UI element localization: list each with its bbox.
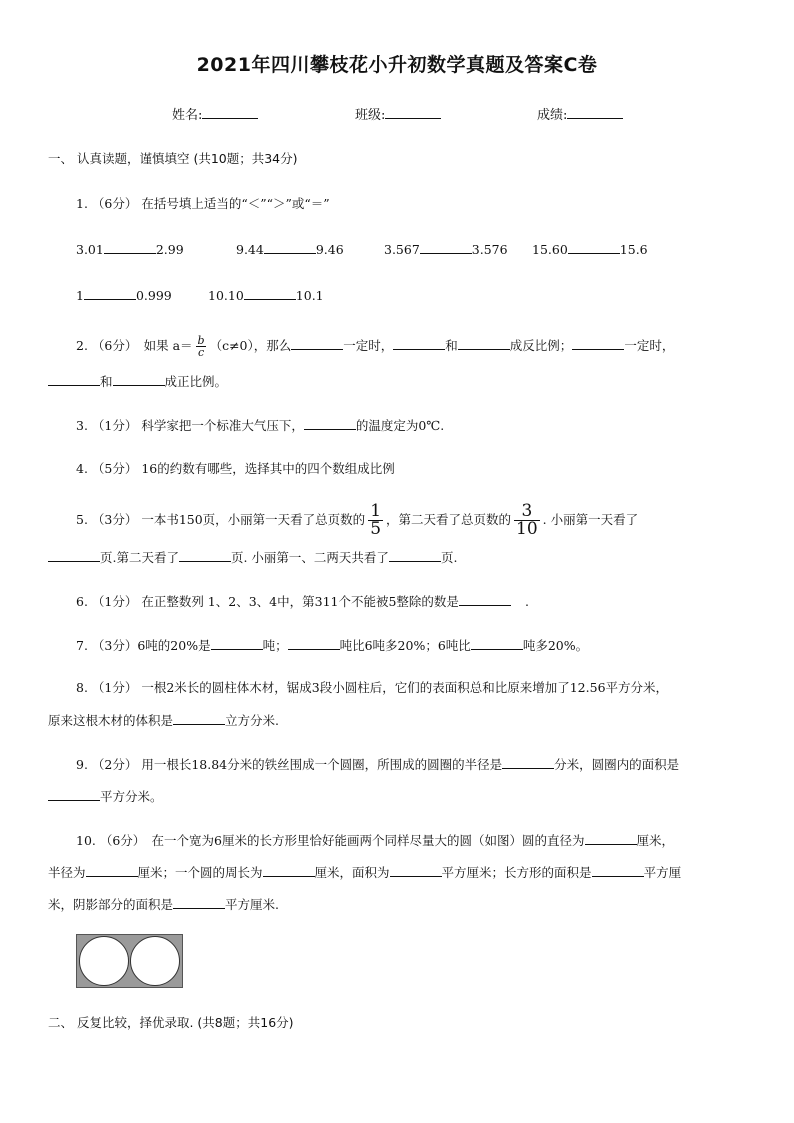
question-9-line-1 <box>76 755 679 773</box>
answer-blank[interactable] <box>48 548 100 562</box>
q8-text: 原来这根木材的体积是 <box>48 713 174 728</box>
page-title: 2021年四川攀枝花小升初数学真题及答案C卷 <box>196 54 598 76</box>
question-10-line-2 <box>48 863 681 881</box>
left-circle <box>79 936 129 986</box>
section-1-heading: 一、 认真读题，谨慎填空 (共10题；共34分) <box>48 151 298 166</box>
question-7 <box>76 636 588 654</box>
q9-text: 分米，圆圈内的面积是 <box>554 757 680 772</box>
q5-text: ，第二天看了总页数的 <box>386 512 512 527</box>
answer-blank[interactable] <box>173 711 225 725</box>
answer-blank[interactable] <box>502 755 554 769</box>
answer-blank[interactable] <box>173 895 225 909</box>
answer-blank[interactable] <box>393 336 445 350</box>
question-1-item <box>76 240 184 258</box>
answer-blank[interactable] <box>48 787 100 801</box>
name-label: 姓名: <box>172 108 203 123</box>
q2-text: 成正比例。 <box>164 374 228 389</box>
name-field <box>172 104 258 123</box>
class-blank[interactable] <box>385 105 441 119</box>
q6-text: 6. （1分） 在正整数列 1、2、3、4中，第311个不能被5整除的数是 <box>76 594 459 609</box>
question-8-line-2 <box>48 711 279 729</box>
score-blank[interactable] <box>567 105 623 119</box>
q1-value: 9.46 <box>315 242 344 257</box>
question-1-item <box>76 286 172 304</box>
fraction-numerator: b <box>197 334 205 347</box>
score-field <box>537 104 623 123</box>
q1-value: 2.99 <box>155 242 184 257</box>
answer-blank[interactable] <box>471 636 523 650</box>
answer-blank[interactable] <box>48 372 100 386</box>
fraction-b-over-c <box>196 335 207 358</box>
q1-value: 3.01 <box>76 242 104 257</box>
q10-text: 平方厘米；长方形的面积是 <box>441 865 592 880</box>
answer-blank[interactable] <box>288 636 340 650</box>
q5-text: 页. <box>440 550 458 565</box>
question-4: 4. （5分） 16的约数有哪些，选择其中的四个数组成比例 <box>76 461 395 476</box>
question-5-line-1 <box>76 498 638 542</box>
answer-blank[interactable] <box>304 416 356 430</box>
q10-text: 平方厘 <box>643 865 682 880</box>
question-9-line-2 <box>48 787 163 805</box>
q1-value: 15.6 <box>619 242 648 257</box>
q6-text: . <box>524 594 529 609</box>
q7-text: 吨多20%。 <box>522 638 589 653</box>
answer-blank[interactable] <box>86 863 138 877</box>
answer-blank[interactable] <box>572 336 624 350</box>
answer-blank[interactable] <box>568 240 620 254</box>
q5-text: . 小丽第一天看了 <box>542 512 639 527</box>
question-3 <box>76 416 444 434</box>
answer-blank[interactable] <box>458 336 510 350</box>
q2-text: 和 <box>445 338 458 353</box>
question-1-item <box>208 286 324 304</box>
question-1-stem: 1. （6分） 在括号填上适当的“＜”“＞”或“＝” <box>76 196 330 211</box>
fraction-three-tenths <box>514 503 540 538</box>
class-label: 班级: <box>355 108 386 123</box>
question-10-line-1 <box>76 831 674 849</box>
q1-value: 9.44 <box>236 242 264 257</box>
q1-value: 15.60 <box>532 242 568 257</box>
fraction-numerator: 1 <box>370 501 382 521</box>
answer-blank[interactable] <box>104 240 156 254</box>
q8-text: 立方分米. <box>225 713 279 728</box>
q3-text: 3. （1分） 科学家把一个标准大气压下， <box>76 418 304 433</box>
answer-blank[interactable] <box>585 831 637 845</box>
q2-text: 一定时， <box>343 338 394 353</box>
q9-text: 9. （2分） 用一根长18.84分米的铁丝围成一个圆圈，所围成的圆圈的半径是 <box>76 757 503 772</box>
answer-blank[interactable] <box>390 863 442 877</box>
answer-blank[interactable] <box>84 286 136 300</box>
section-2-heading: 二、 反复比较，择优录取. (共8题；共16分) <box>48 1015 294 1030</box>
answer-blank[interactable] <box>179 548 231 562</box>
answer-blank[interactable] <box>264 240 316 254</box>
question-1-item <box>532 240 648 258</box>
answer-blank[interactable] <box>592 863 644 877</box>
fraction-denominator: 10 <box>516 519 538 539</box>
q2-text: 2. （6分） 如果 a＝ <box>76 338 193 353</box>
q1-value: 10.10 <box>208 288 244 303</box>
answer-blank[interactable] <box>420 240 472 254</box>
fraction-one-fifth <box>368 503 383 538</box>
q5-text: 页. 小丽第一、二两天共看了 <box>230 550 389 565</box>
class-field <box>355 104 441 123</box>
question-1-item <box>384 240 508 258</box>
fraction-denominator: 5 <box>370 519 382 539</box>
q5-text: 5. （3分） 一本书150页，小丽第一天看了总页数的 <box>76 512 366 527</box>
name-blank[interactable] <box>202 105 258 119</box>
q7-text: 吨； <box>262 638 288 653</box>
question-5-line-2 <box>48 548 457 566</box>
q1-value: 3.576 <box>471 242 508 257</box>
right-circle <box>130 936 180 986</box>
q3-text: 的温度定为0℃. <box>355 418 445 433</box>
q10-text: 厘米，面积为 <box>314 865 390 880</box>
question-1-item <box>236 240 344 258</box>
q1-value: 3.567 <box>384 242 420 257</box>
q2-text: （c≠0），那么 <box>209 338 292 353</box>
q10-text: 平方厘米. <box>225 897 279 912</box>
q1-value: 1 <box>76 288 84 303</box>
q1-value: 10.1 <box>295 288 324 303</box>
answer-blank[interactable] <box>113 372 165 386</box>
q2-text: 成反比例； <box>509 338 573 353</box>
answer-blank[interactable] <box>389 548 441 562</box>
q10-text: 米，阴影部分的面积是 <box>48 897 174 912</box>
q2-text: 一定时， <box>624 338 675 353</box>
q10-text: 半径为 <box>48 865 86 880</box>
q10-text: 厘米；一个圆的周长为 <box>137 865 263 880</box>
question-10-line-3 <box>48 895 279 913</box>
score-label: 成绩: <box>537 108 568 123</box>
q9-text: 平方分米。 <box>100 789 163 804</box>
question-6 <box>76 592 529 610</box>
question-8-line-1: 8. （1分） 一根2米长的圆柱体木材，锯成3段小圆柱后，它们的表面积总和比原来增加了12.56平方分米， <box>76 680 669 695</box>
answer-blank[interactable] <box>211 636 263 650</box>
q10-text: 厘米， <box>636 833 675 848</box>
fraction-numerator: 3 <box>521 501 533 521</box>
question-2-line-1 <box>76 332 674 360</box>
answer-blank[interactable] <box>263 863 315 877</box>
fraction-denominator: c <box>197 346 205 359</box>
q7-text: 7. （3分）6吨的20%是 <box>76 638 211 653</box>
q2-text: 和 <box>100 374 113 389</box>
answer-blank[interactable] <box>244 286 296 300</box>
answer-blank[interactable] <box>459 592 511 606</box>
q10-text: 10. （6分） 在一个宽为6厘米的长方形里恰好能画两个同样尽量大的圆（如图）圆的直径为 <box>76 833 585 848</box>
q1-value: 0.999 <box>135 288 172 303</box>
answer-blank[interactable] <box>291 336 343 350</box>
q5-text: 页.第二天看了 <box>100 550 179 565</box>
question-2-line-2 <box>48 372 227 390</box>
two-circles-in-rectangle-figure <box>76 934 183 988</box>
q7-text: 吨比6吨多20%；6吨比 <box>339 638 471 653</box>
